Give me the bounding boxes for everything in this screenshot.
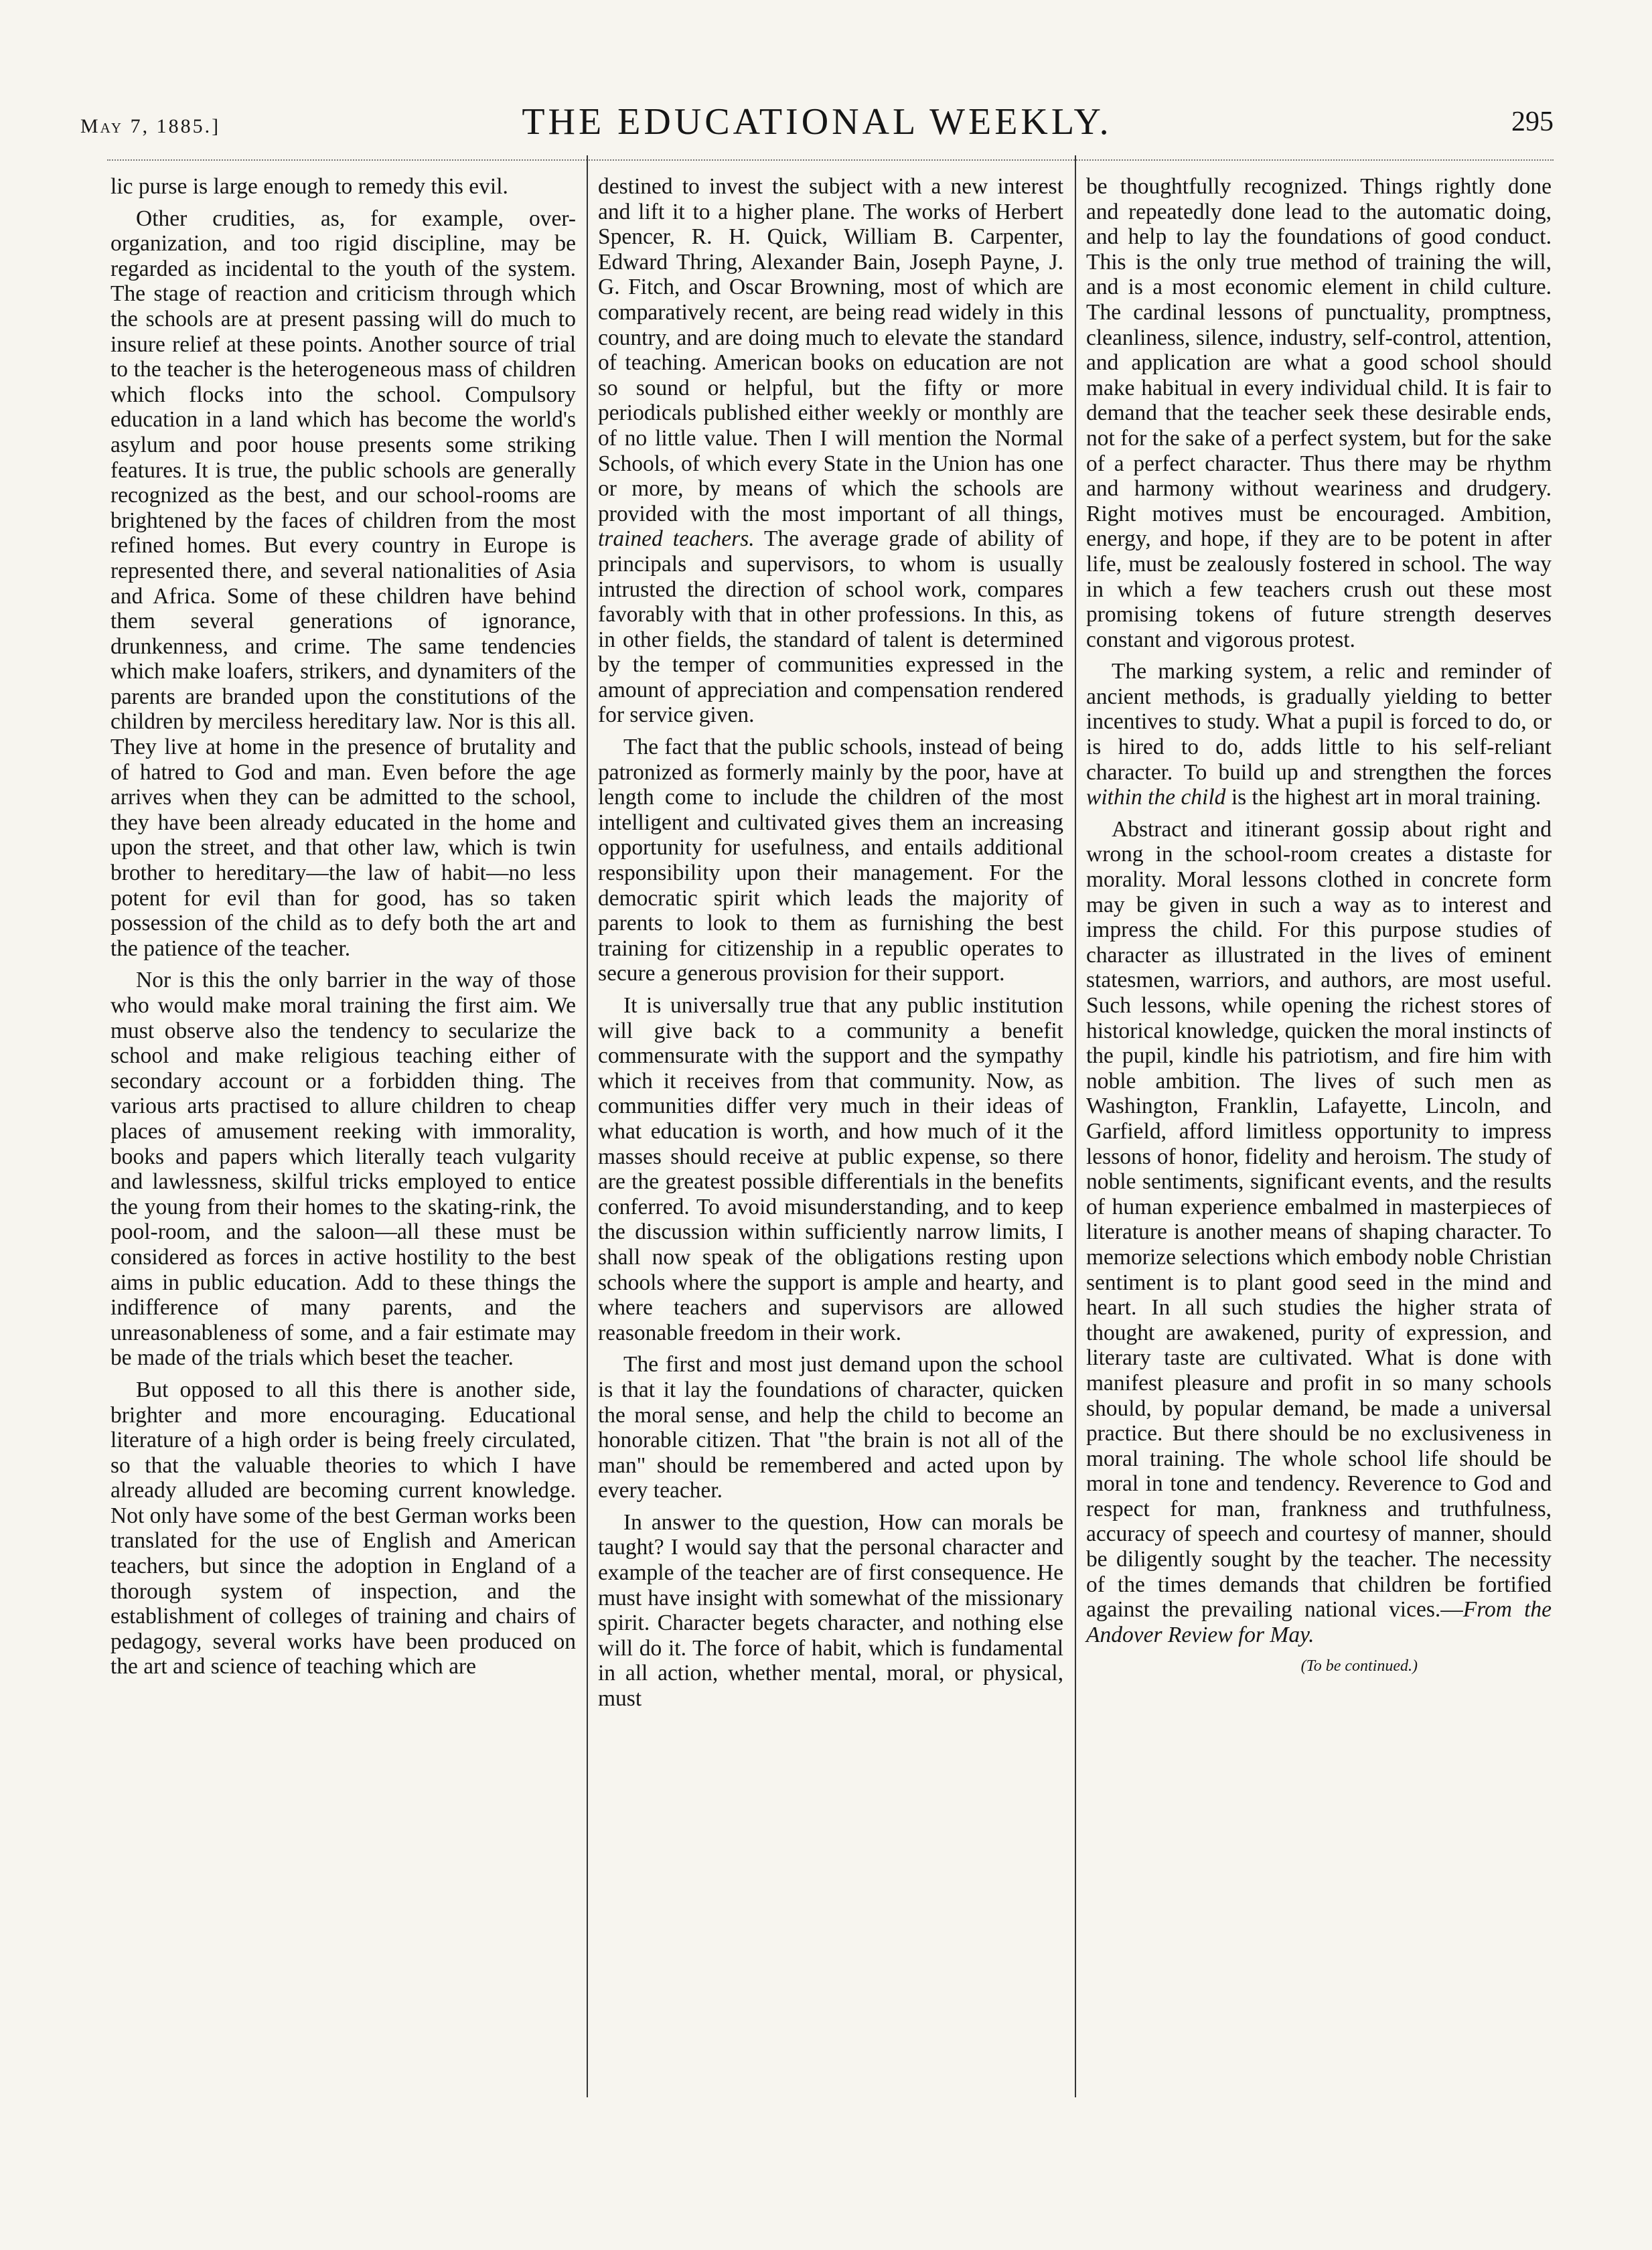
header-rule (107, 159, 1554, 161)
paragraph: But opposed to all this there is another side, brighter and more encouraging. Educational literature of a high order is being freely circulated, so that the valuable theories to which I have already alluded are becoming current knowledge. Not only have some of the best German works been translated for the use of English and American teachers, but since the adoption in England of a thorough system of inspection, and the establishment of colleges of training and chairs of pedagogy, several works have been produced on the art and science of teaching which are (110, 1377, 576, 1679)
paragraph: be thoughtfully recognized. Things rightly done and repeatedly done lead to the automatic doing, and help to lay the foundations of good conduct. This is the only true method of training the will, and is a most economic element in child culture. The cardinal lessons of punctuality, promptness, cleanliness, silence, industry, self-control, attention, and application are what a good school should make habitual in every individual child. It is fair to demand that the teacher seek these desirable ends, not for the sake of a perfect system, but for the sake of a perfect character. Thus there may be rhythm and harmony without weariness and drudgery. Right motives must be encouraged. Ambition, energy, and hope, if they are to be potent in after life, must be zealously fostered in school. The way in which a few teachers crush out these most promising tokens of future strength deserves constant and vigorous protest. (1086, 174, 1552, 652)
paragraph-text: destined to invest the subject with a new interest and lift it to a higher plane. The works of Herbert Spencer, R. H. Quick, William B. Carpenter, Edward Thring, Alexander Bain, Joseph Payne, J. G. Fitch, and Oscar Browning, most of which are comparatively recent, are being read widely in this country, and are doing much to elevate the standard of teaching. American books on education are not so sound or helpful, but the fifty or more periodicals published either weekly or monthly are of no little value. Then I will mention the Normal Schools, of which every State in the Union has one or more, by means of which the schools are provided with the most important of all things, (598, 174, 1063, 526)
paragraph-text: The marking system, a relic and reminder of ancient methods, is gradually yielding to better incentives to study. What a pupil is forced to do, or is hired to do, adds little to his self-reliant character. To build up and strengthen the forces (1086, 659, 1552, 785)
paragraph: lic purse is large enough to remedy this evil. (110, 174, 508, 199)
paragraph: The fact that the public schools, instead of being patronized as formerly mainly by the poor, have at length come to include the children of the most intelligent and cultivated gives them an increasing opportunity for usefulness, and entails additional responsibility upon their management. For the democratic spirit which leads the majority of parents to look to them as furnishing the best training for citizenship in a republic operates to secure a generous provision for their support. (598, 735, 1063, 986)
paragraph: Other crudities, as, for example, over-organization, and too rigid discipline, may be regarded as incidental to the youth of the system. The stage of reaction and criticism through which the schools are at present passing will do much to insure relief at these points. Another source of trial to the teacher is the heterogeneous mass of children which flocks into the school. Compulsory education in a land which has become the world's asylum and poor house presents some striking features. It is true, the public schools are generally recognized as the best, and our school-rooms are brightened by the faces of children from the most refined homes. But every country in Europe is represented there, and several nationalities of Asia and Africa. Some of these children have behind them several generations of ignorance, drunkenness, and crime. The same tendencies which make loafers, strikers, and dynamiters of the parents are branded upon the constitutions of the children by merciless hereditary law. Nor is this all. They live at home in the presence of brutality and of hatred to God and man. Even before the age arrives when they can be admitted to the school, they have been already educated in the home and upon the street, and that other law, which is twin brother to hereditary—the law of habit—no less potent for evil than for good, has so taken possession of the child as to defy both the art and the patience of the teacher. (110, 206, 576, 961)
paragraph: Nor is this the only barrier in the way of those who would make moral training the first aim. We must observe also the tendency to secularize the school and make religious teaching either of secondary account or a forbidden thing. The various arts practised to allure children to cheap places of amusement reeking with immorality, books and papers which literally teach vulgarity and lawlessness, skilful tricks employed to entice the young from their homes to the skating-rink, the pool-room, and the saloon—all these must be considered as forces in active hostility to the best aims in public education. Add to these things the indifference of many parents, and the unreasonableness of some, and a fair estimate may be made of the trials which beset the teacher. (110, 968, 576, 1371)
page-number: 295 (1511, 106, 1554, 137)
paragraph-text: Abstract and itinerant gossip about right and wrong in the school-room creates a distaste for morality. Moral lessons clothed in concrete form may be given in such a way as to interest and impress the child. For this purpose studies of character as illustrated in the lives of eminent statesmen, warriors, and authors, are most useful. Such lessons, while opening the richest stores of historical knowledge, quicken the moral instincts of the pupil, kindle his patriotism, and fire him with noble ambition. The lives of such men as Washington, Franklin, Lafayette, Lincoln, and Garfield, afford limitless opportunity to impress lessons of honor, fidelity and heroism. The study of noble sentiments, significant events, and the results of human experience embalmed in masterpieces of literature is another means of shaping character. To memorize selections which embody noble Christian sentiment is to plant good seed in the mind and heart. In all such studies the higher strata of thought are awakened, purity of expression, and literary taste are cultivated. What is done with manifest pleasure and profit in so many schools should, by popular demand, be made a universal practice. But there should be no exclusiveness in moral training. The whole school life should be moral in tone and tendency. Reverence to God and respect for man, frankness and truthfulness, accuracy of speech and courtesy of manner, should be diligently sought by the teacher. The necessity of the times demands that children be fortified against the prevailing national vices.— (1086, 816, 1552, 1623)
paragraph: It is universally true that any public institution will give back to a community a benefit commensurate with the support and the sympathy which it receives from that community. Now, as communities differ very much in their ideas of what education is worth, and how much of it the masses should receive at public expense, so there are the greatest possible differentials in the benefits conferred. To avoid misunderstanding, and to keep the discussion within sufficiently narrow limits, I shall now speak of the obligations resting upon schools where the support is ample and hearty, and where teachers and supervisors are allowed reasonable freedom in their work. (598, 993, 1063, 1345)
paragraph: The first and most just demand upon the school is that it lay the foundations of character, quicken the moral sense, and help the child to become an honorable citizen. That "the brain is not all of the man" should be remembered and acted upon by every teacher. (598, 1352, 1063, 1503)
paragraph: In answer to the question, How can morals be taught? I would say that the personal character and example of the teacher are of first consequence. He must have insight with somewhat of the missionary spirit. Character begets character, and nothing else will do it. The force of habit, which is fundamental in all action, whether mental, moral, or physical, must (598, 1509, 1063, 1712)
source-citation: From the Andover Review for May. (1086, 1597, 1552, 1647)
column-divider (587, 155, 588, 2097)
text-column-3 (1086, 174, 1552, 1679)
text-column-1 (110, 174, 576, 1686)
paragraph (1086, 659, 1552, 810)
italic-phrase: trained teachers. (598, 526, 755, 552)
text-column-2 (598, 174, 1063, 1718)
italic-phrase: within the child (1086, 785, 1226, 810)
paragraph (1086, 817, 1552, 1648)
continued-note: (To be continued.) (1300, 1657, 1418, 1675)
paragraph (598, 174, 1063, 728)
column-divider (1075, 155, 1076, 2097)
paragraph-text: is the highest art in moral training. (1231, 785, 1542, 810)
issue-date: May 7, 1885.] (80, 115, 221, 137)
page-header (80, 100, 1554, 154)
publication-title: THE EDUCATIONAL WEEKLY. (522, 101, 1112, 143)
paragraph-text: The average grade of ability of principals and supervisors, to whom is usually intrusted the direction of school work, compares favorably with that in other professions. In this, as in other fields, the standard of talent is determined by the temper of communities expressed in the amount of appreciation and compensation rendered for service given. (598, 526, 1063, 728)
